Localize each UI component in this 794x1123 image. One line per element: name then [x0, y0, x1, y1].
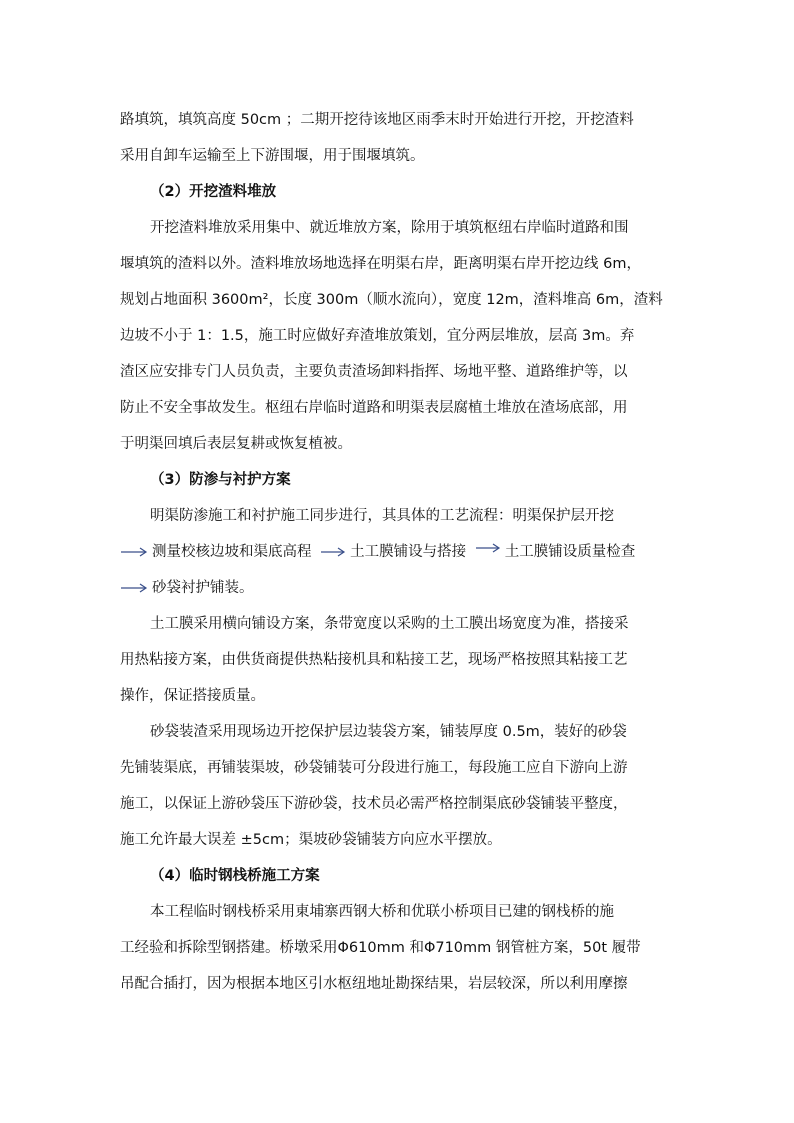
- paragraph-line: 明渠防渗施工和衬护施工同步进行，其具体的工艺流程：明渠保护层开挖: [150, 508, 614, 524]
- long-right-arrow-icon: [475, 538, 501, 558]
- process-flow-row: [120, 542, 635, 562]
- paragraph-line: 路填筑，填筑高度 50cm ；二期开挖待该地区雨季末时开始进行开挖，开挖渣料: [120, 112, 634, 128]
- paragraph-line: 采用自卸车运输至上下游围堰，用于围堰填筑。: [120, 148, 425, 164]
- paragraph-line: 规划占地面积 3600m²，长度 300m（顺水流向），宽度 12m，渣料堆高 6m，渣料: [120, 292, 663, 308]
- paragraph-line: 防止不安全事故发生。枢纽右岸临时道路和明渠表层腐植土堆放在渣场底部，用: [120, 400, 628, 416]
- paragraph-line: 渣区应安排专门人员负责，主要负责渣场卸料指挥、场地平整、道路维护等，以: [120, 364, 628, 380]
- paragraph-line: 本工程临时钢栈桥采用東埔寨西钢大桥和优联小桥项目已建的钢栈桥的施: [150, 904, 614, 920]
- paragraph-line: 施工允许最大误差 ±5cm；渠坡砂袋铺装方向应水平摆放。: [120, 832, 502, 848]
- process-step-4: 砂袋衬护铺装。: [152, 580, 254, 596]
- paragraph-line: 先铺装渠底，再铺装渠坡，砂袋铺装可分段进行施工，每段施工应自下游向上游: [120, 760, 628, 776]
- paragraph-line: 施工，以保证上游砂袋压下游砂袋，技术员必需严格控制渠底砂袋铺装平整度，: [120, 796, 628, 812]
- process-step-2: 土工膜铺设与搭接: [350, 544, 467, 560]
- section-heading-3: （3）防渗与衬护方案: [150, 472, 291, 488]
- long-right-arrow-icon: [320, 542, 346, 562]
- process-step-3: 土工膜铺设质量检查: [504, 544, 636, 560]
- section-heading-4: （4）临时钢栈桥施工方案: [150, 868, 320, 884]
- process-step-1: 测量校核边坡和渠底高程: [152, 544, 312, 560]
- paragraph-line: 用热粘接方案，由供货商提供热粘接机具和粘接工艺，现场严格按照其粘接工艺: [120, 652, 628, 668]
- paragraph-line: 砂袋装渣采用现场边开挖保护层边装袋方案，铺装厚度 0.5m，装好的砂袋: [150, 724, 627, 740]
- paragraph-line: 堰填筑的渣料以外。渣料堆放场地选择在明渠右岸，距离明渠右岸开挖边线 6m，: [120, 256, 641, 272]
- long-right-arrow-icon: [120, 542, 148, 562]
- paragraph-line: 土工膜采用横向铺设方案，条带宽度以采购的土工膜出场宽度为准，搭接采: [150, 616, 629, 632]
- paragraph-line: 开挖渣料堆放采用集中、就近堆放方案，除用于填筑枢纽右岸临时道路和围: [150, 220, 629, 236]
- paragraph-line: 工经验和拆除型钢搭建。桥墩采用Φ610mm 和Φ710mm 钢管桩方案，50t 履带: [120, 940, 641, 956]
- paragraph-line: 吊配合插打，因为根据本地区引水枢纽地址勘探结果，岩层较深，所以利用摩擦: [120, 976, 628, 992]
- section-heading-2: （2）开挖渣料堆放: [150, 184, 277, 200]
- paragraph-line: 于明渠回填后表层复耕或恢复植被。: [120, 436, 352, 452]
- process-flow-row: [120, 578, 254, 598]
- long-right-arrow-icon: [120, 578, 148, 598]
- paragraph-line: 操作，保证搭接质量。: [120, 688, 265, 704]
- paragraph-line: 边坡不小于 1：1.5，施工时应做好弃渣堆放策划，宜分两层堆放，层高 3m。弃: [120, 328, 635, 344]
